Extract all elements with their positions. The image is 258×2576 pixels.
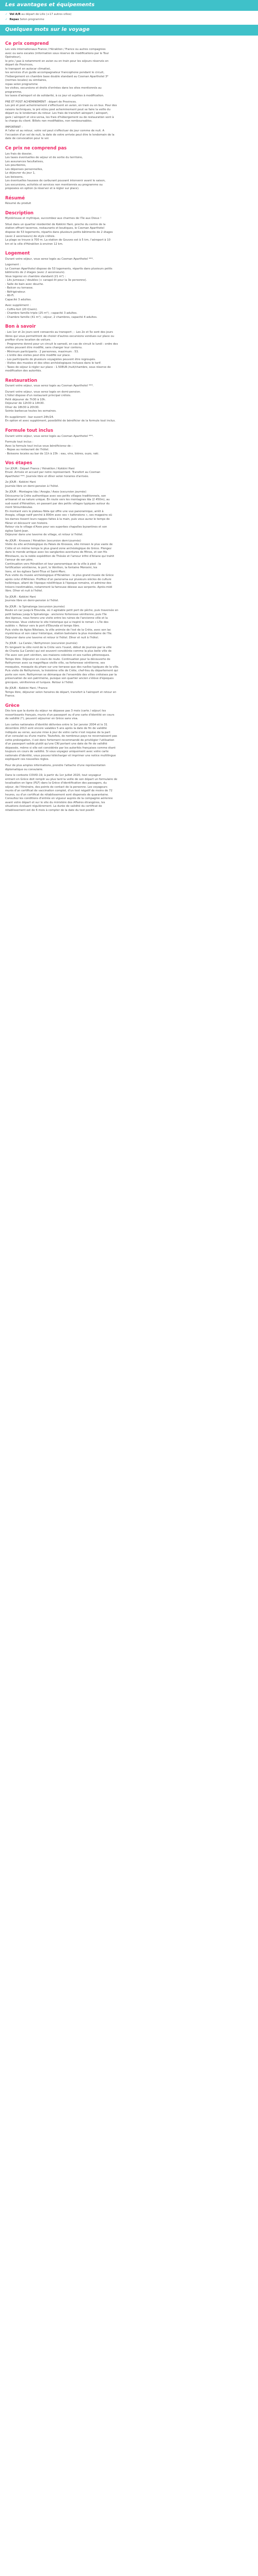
section-paragraph: 1er JOUR : Départ France / Héraklion / Kokkini Hani Envol. Arrivée et accueil par notre représentant. Transfert au Cosman Aparthotel ***. Journée libre et dîner selon horaires d'arrivée. xyxy=(5,467,101,478)
trip-section-block xyxy=(5,428,253,456)
section-paragraph: 6e JOUR : le Spinalonga (excursion journée) Route en car jusqu'à Elounda, où il agréable petit port de pêche, puis traversée en petit bateau jusqu'à Spinalonga : ancienne forteresse vénitienne, puis l'île des lépreux, nous ferons une visite entre les ruines de l'ancienne ville et la forteresse. Vous visiterez le site historique qui a inspiré le roman « L'île des oubliés ». Retour vers le port d'Elounda et temps libre. Puis visite de Agios Nikolaos, la ville animée de l'est de la Crète, avec son lac mystérieux et son cœur historique, station balnéaire la plus mondaine de l'île. Déjeuner dans une taverne et retour à l'hôtel. Dîner et nuit à l'hôtel. xyxy=(5,605,119,639)
trip-section-block xyxy=(5,461,253,699)
section-paragraph: Les vols internationaux France / Héraklion / France ou autres compagnies avec ou sans escales (information sous réserve de modifications par le Tour Opérateur), le prix / pax à notamment en avion ou en train pour les séjours réservés en départ de Provinces, le transport en autocar climatisé, les services d'un guide accompagnateur francophone pendant le circuit, l'hébergement en chambre base double standard au Cosman Aparthotel 3* (normes locales) ou similaires, repas selon programme les visites, excursions et droits d'entrées dans les sites mentionnés au programme, les taxes d'aéroport et de solidarité, à ce jour et sujettes à modification. xyxy=(5,48,109,98)
section-heading: Restauration xyxy=(5,378,38,383)
section-paragraph: 7e JOUR : La Canée / Rethymnon (excursion journée) En longeant la côte nord de la Crète vers l'ouest, début de journée par la ville de Chania (La Canée) qui est souvent considérée comme la plus belle ville de l'île avec son port vénitien, ses maisons colorées et ses ruelles pittoresques. Temps libre. Déjeuner en cours de route. Continuation pour la découverte de Rethymnon avec sa magnifique vieille ville, sa forteresse vénitienne, ses mosquées, mosquée du phare sur une terrasse que des ruelles typiques de la ville. Puis visite de Rethymnon, la troisième ville de Crète, chef-lieu du département qui porte son nom. Rethymnon se démarque de l'ensemble des villes crétoises par la préservation de son patrimoine, puisque son quartier ancien s'élève d'époques grecques, vénitiennes et turques. Retour à l'hôtel. xyxy=(5,642,119,684)
trip-title: Quelques mots sur le voyage xyxy=(0,25,258,36)
section-heading: Ce prix comprend xyxy=(5,41,49,47)
section-paragraph: IMPORTANT : A l'aller et au retour, votre vol peut s'effectuer de jour comme de nuit. A l'occasion d'un vol de nuit, la date de votre arrivée peut être le lendemain de la date de convocation pour le vol. xyxy=(5,125,115,141)
section-heading: Grèce xyxy=(5,703,20,708)
section-paragraph: Formule tout inclus : Avec la formule tout inclus vous bénéficierez de : - Repas au restaurant de l'hôtel. - Boissons locales au bar de 11h à 23h : eau, vins, bières, ouzo, raki. xyxy=(5,440,100,455)
trip-section-block xyxy=(5,196,253,206)
trip-section-block xyxy=(5,41,253,141)
section-paragraph: En supplément : bar ouvert 24h/24. En option et avec supplément, possibilité de bénéficier de la formule tout inclus. xyxy=(5,415,116,423)
trip-section xyxy=(0,25,258,817)
section-paragraph: 3e JOUR : Montagne Ida / Anogia / Axos (excursion journée) Découvrez la Crète authentique avec ses petits villages traditionnels, son artisanat et sa nature unique. En route vers les montagnes Ida (2 450m), au sud-ouest d'Héraklion, en passant par des petits villages typiques autour du mont Stroumboulas. En montant vers le plateau Nida qui offre une vue panoramique, arrêt à Anogia, village natif perché à 800m avec ses « kafeneions », ses magasins où les dames tissent leurs nappes faites à la main, puis vous aurez le temps de flâner et découvrir son histoire. Retour via le village d'Axos pour ses superbes chapelles byzantines et son église Saint-Jean. Déjeuner dans une taverne de village, et retour à l'hôtel. xyxy=(5,490,112,537)
trip-section-block xyxy=(5,324,253,373)
trip-section-block xyxy=(5,251,253,319)
section-heading: Logement xyxy=(5,251,30,257)
section-paragraph: Avec supplément : - Coffre-fort (20 €/sem). - Chambre famille triple (25 m²) ; capacité 3 adultes. - Chambre famille (41 m²) ; séjour, 2 chambres, capacité 4 adultes. xyxy=(5,304,98,319)
trip-section-block xyxy=(5,703,253,813)
section-heading: Vos étapes xyxy=(5,461,33,466)
trip-content xyxy=(0,36,258,817)
section-paragraph: Logement : Le Cosman Aparthotel dispose de 53 logements, répartis dans plusieurs petits bâtiments de 2 étages (avec 2 ascenseurs). Vous logerez en chambre standard (21 m²) : - Lits jumeaux / doubles (+ canapé-lit pour la 3e personne). - Salle de bain avec douche. - Balcon ou terrasse. - Réfrigérateur. - Wi-Fi. Capacité 3 adultes. xyxy=(5,263,112,301)
section-heading: Ce prix ne comprend pas xyxy=(5,145,67,151)
check-icon: ✓ xyxy=(5,13,8,16)
section-paragraph: Résumé du produit xyxy=(5,202,31,206)
advantage-item xyxy=(5,13,258,17)
section-paragraph: Situé dans un quartier résidentiel de Kokkini Hani, proche du centre de la station offrant tavernes, restaurants et boutiques, le Cosman Aparthotel dispose de 53 logements, répartis dans plusieurs petits bâtiments de 2 étages (avec 2 ascenseurs) de style crétois. La plage se trouve à 700 m. La station de Gouves est à 5 km, l'aéroport à 10 km et la ville d'Héraklion à environ 12 km. xyxy=(5,223,113,246)
section-paragraph: 5e JOUR : Kokkini Hani Journée libre en demi-pension à l'hôtel. xyxy=(5,595,59,603)
section-paragraph: Pour de plus amples informations, prendre l'attache d'une représentation diplomatique ou consulaire. xyxy=(5,764,106,771)
trip-section-block xyxy=(5,146,253,191)
section-paragraph: 8e JOUR : Kokkini Hani / France Temps libre, déjeuner selon horaires de départ, transfert à l'aéroport et retour en France. xyxy=(5,687,117,698)
section-paragraph: Durant votre séjour, vous serez logés au Cosman Aparthotel ***. xyxy=(5,434,94,438)
advantage-label: Vol A/R xyxy=(9,13,21,16)
section-paragraph: Les cartes nationales d'identité délivrées entre le 1er janvier 2004 et le 31 décembre 2013 sont encore valables 5 ans après la date de fin de validité indiquée au verso, aucune mise à jour de votre carte n'est requise de la part d'un consulat ou d'une mairie. Toutefois, de nombreux pays ne reconnaissent pas cette prolongation, il est donc fortement recommandé de privilégier l'utilisation d'un passeport valide plutôt qu'une CNI portant une date de fin de validité dépassée, même si elle est considérée par les autorités françaises comme étant toujours en cours de validité. Si vous voyagez uniquement avec votre carte nationale d'identité, vous pouvez télécharger et imprimer une notice multilingue expliquant ces nouvelles règles. xyxy=(5,723,117,761)
section-paragraph: Durant votre séjour, vous serez logés en demi-pension. L'hôtel dispose d'un restaurant principal crétois. Petit déjeuner de 7h30 à 10h. Déjeuner de 12h30 à 14h30. Dîner de 18h30 à 20h30. Soirée barbecue toutes les semaines. xyxy=(5,390,81,413)
advantages-section xyxy=(0,0,258,22)
trip-section-block xyxy=(5,211,253,246)
section-paragraph: PRE ET POST ACHEMINEMENT : départ de Provinces. Les pré et post acheminement s'effectuent en avion, en train ou en bus. Pour des raisons techniques, le pré et/ou post acheminement peut se faire la veille du départ ou le lendemain du retour. Les frais de transfert aéroport / aéroport, gare / aéroport et vice-versa, les frais d'hébergement ou de restauration sont à la charge du client. Billets non modifiables, non remboursables. xyxy=(5,100,117,123)
advantages-list xyxy=(5,13,258,22)
section-paragraph: Mystérieuse et mythique, succombez aux charmes de l'île aux Dieux ! xyxy=(5,217,102,221)
section-paragraph: - Les 1er et 2e jours sont consacrés au transport ; - Les 2e et 5e sont des jours libres qui vous permettront de choisir d'autres excursions vendues sur place ou profiter d'une location de voiture. - Programme donné pour un circuit le samedi, en cas de circuit le lundi : ordre des visites pouvant être modifié, sans changer leur contenu. - Minimum participants : 2 personnes, maximum : 53. - L'ordre des visites peut être modifié sur place. - Les participants de plusieurs voyagistes peuvent être regroupés. - Visites des musées et des sites archéologiques incluses dans le tarif. - Taxes de séjour à régler sur place : 1.50EUR /nuit/chambre, sous réserve de modification des autorités. xyxy=(5,331,118,373)
section-paragraph: 2e JOUR : Kokkini Hani Journée libre en demi-pension à l'hôtel. xyxy=(5,481,59,488)
advantages-title: Les avantages et équipements xyxy=(0,0,258,11)
advantage-text: Selon programme xyxy=(19,18,44,21)
advantage-label: Repas xyxy=(9,18,19,21)
section-paragraph: Durant votre séjour, vous serez logés au Cosman Aparthotel ***. xyxy=(5,257,94,261)
check-icon: ✓ xyxy=(5,18,8,21)
section-paragraph: Les frais de dossier, Les taxes éventuelles de séjour et de sortie du territoire, Les assurances facultatives, Les pourboires, Les dépenses personnelles, Le déjeuner du jour 1, Les boissons, Les éventuelles hausses de carburant pouvant intervenir avant le saison, Les excursions, activités et services non mentionnés au programme ou proposées en option (à réserver et à régler sur place). xyxy=(5,152,106,191)
section-paragraph: Durant votre séjour, vous serez logés au Cosman Aparthotel ***. xyxy=(5,384,94,388)
section-paragraph: 4e JOUR : Knossos / Héraklion (excursion demi-journée) Visite du site archéologique du Palais de Knossos, site minoen le plus vaste de Crète et en même temps le plus grand zone archéologique de Grèce. Plongez dans le monde antique avec les sanglantes aventures de Minos, et son fils Minotaure, ou la noble expédition de Thésée et l'amour infini d'Ariane qui trahit l'amour de son père. Continuation vers Héraklion et tour panoramique de la ville à pied : la fortification vénitienne, le port, le Vénitien, la fontaine Morosini, les lions, et les églises Saint-Titus et Saint-Marc. Puis visite du musée archéologique d'Héraklion : le plus grand musée de Grèce après celui d'Athènes. Profitez d'un panorama sur plusieurs siècles de culture hellénique, allant de l'époque néolithique à l'époque romaine, et admirez des trésors inestimables, notamment la fameuse déesse aux serpents. Après-midi libre. Dîner et nuit à l'hôtel. xyxy=(5,539,115,593)
section-paragraph: Dès lors que la durée du séjour ne dépasse pas 3 mois (carte / séjour) les ressortissants français, munis d'un passeport ou d'une carte d'identité en cours de validité (*), peuvent séjourner en Grèce sans visa. xyxy=(5,709,115,721)
section-heading: Formule tout inclus xyxy=(5,428,54,433)
trip-section-block xyxy=(5,378,253,423)
section-heading: Bon à savoir xyxy=(5,324,36,330)
section-heading: Description xyxy=(5,210,34,216)
advantage-text: au départ de Lille (+17 autres villes) xyxy=(20,13,72,16)
section-paragraph: Dans le contexte COVID-19, à partir du 1er juillet 2020, tout voyageur entrant en Grèce doit remplir au plus tard la veille de son départ un formulaire de localisation en ligne (PLF) dans la Grèce d'identification des passagers, du séjour, de l'itinéraire, des points de contact de la personne. Les voyageurs munis d'un certificat de vaccination complet, d'un test négatif de moins de 72 heures, ou d'un certificat de rétablissement sont dispensés de quarantaine. Consultez les conditions d'entrée en vigueur auprès de la compagnie aérienne avant votre départ et sur le site du ministère des Affaires étrangères, les situations évoluant régulièrement. La durée de validité du certificat de rétablissement est de 6 mois à compter de la date du test positif. xyxy=(5,774,118,812)
section-heading: Résumé xyxy=(5,195,25,201)
advantage-item xyxy=(5,18,258,22)
